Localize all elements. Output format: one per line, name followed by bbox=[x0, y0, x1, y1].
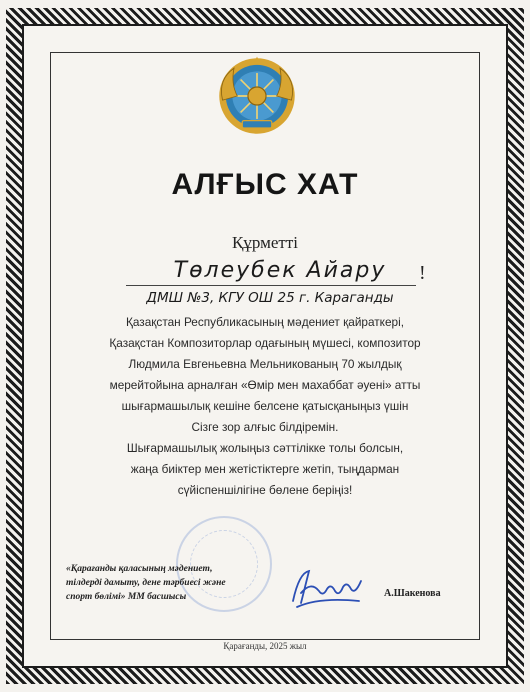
body-line: Людмила Евгеньевна Мельникованың 70 жылдық bbox=[128, 357, 402, 371]
footer-place-year: Қарағанды, 2025 жыл bbox=[223, 641, 307, 651]
issuer-line: тілдерді дамыту, дене тәрбиесі және bbox=[66, 578, 226, 588]
certificate-title: АЛҒЫС ХАТ bbox=[171, 168, 359, 201]
body-paragraph bbox=[60, 312, 470, 501]
body-line: Қазақстан Республикасының мәдениет қайраткері, bbox=[126, 315, 404, 329]
signature-icon bbox=[288, 563, 370, 611]
salutation: Құрметті bbox=[232, 233, 298, 252]
body-line: Шығармашылық жолыңыз сәттілікке толы болсын, bbox=[126, 441, 404, 455]
issuer-organization bbox=[66, 562, 256, 604]
recipient-name: Төлеубек Айару bbox=[173, 258, 387, 283]
issuer-line: спорт бөлімі» ММ басшысы bbox=[66, 592, 187, 602]
body-line: Қазақстан Композиторлар одағының мүшесі, композитор bbox=[109, 336, 421, 350]
issuer-line: «Қарағанды қаласының мәдениет, bbox=[66, 564, 213, 574]
body-line: шығармашылық кешіне белсене қатысқаныңыз үшін bbox=[121, 399, 409, 413]
body-line: сүйіспеншілігіне бөлене беріңіз! bbox=[177, 483, 353, 497]
recipient-underline bbox=[126, 285, 416, 286]
exclamation-mark: ! bbox=[419, 262, 426, 284]
recipient-school: ДМШ №3, КГУ ОШ 25 г. Караганды bbox=[146, 290, 394, 306]
body-line: мерейтойына арналған «Өмір мен махаббат әуені» атты bbox=[109, 378, 421, 392]
signer-name: А.Шакенова bbox=[384, 588, 441, 599]
body-line: Сізге зор алғыс білдіремін. bbox=[191, 420, 339, 434]
state-emblem-icon bbox=[216, 55, 298, 137]
body-line: жаңа биіктер мен жетістіктерге жетіп, тыңдарман bbox=[130, 462, 400, 476]
